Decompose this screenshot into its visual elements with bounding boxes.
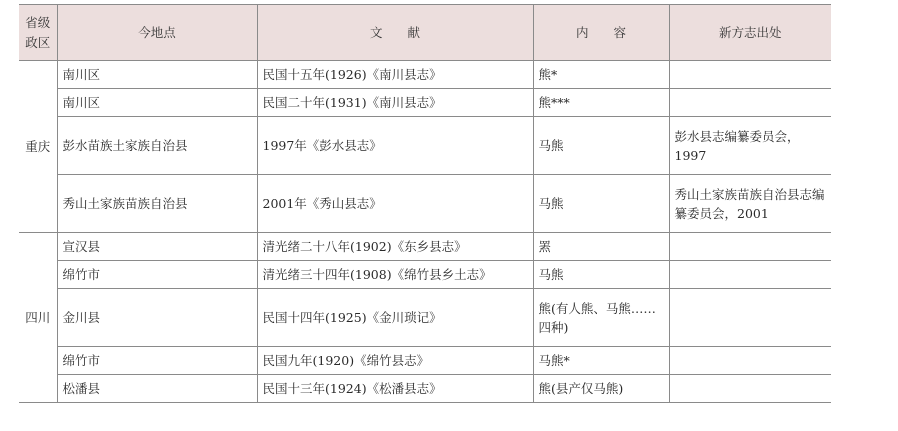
content-cell: 马熊 [533, 261, 669, 289]
place-cell: 秀山土家族苗族自治县 [57, 175, 257, 233]
content-cell: 熊(有人熊、马熊……四种) [533, 289, 669, 347]
header-place: 今地点 [57, 5, 257, 61]
table-row [19, 233, 831, 261]
document-cell: 民国九年(1920)《绵竹县志》 [257, 347, 533, 375]
content-cell: 罴 [533, 233, 669, 261]
table-row [19, 61, 831, 89]
source-cell [669, 289, 831, 347]
document-cell: 2001年《秀山县志》 [257, 175, 533, 233]
source-cell: 彭水县志编纂委员会，1997 [669, 117, 831, 175]
document-cell: 清光绪二十八年(1902)《东乡县志》 [257, 233, 533, 261]
content-cell: 马熊* [533, 347, 669, 375]
header-document: 文 献 [257, 5, 533, 61]
place-cell: 南川区 [57, 61, 257, 89]
place-cell: 彭水苗族土家族自治县 [57, 117, 257, 175]
document-cell: 民国十五年(1926)《南川县志》 [257, 61, 533, 89]
document-cell: 清光绪三十四年(1908)《绵竹县乡土志》 [257, 261, 533, 289]
content-cell: 马熊 [533, 175, 669, 233]
document-cell: 民国二十年(1931)《南川县志》 [257, 89, 533, 117]
source-cell [669, 89, 831, 117]
source-cell [669, 375, 831, 403]
table-row [19, 175, 831, 233]
place-cell: 绵竹市 [57, 261, 257, 289]
content-cell: 熊*** [533, 89, 669, 117]
content-cell: 熊(县产仅马熊) [533, 375, 669, 403]
place-cell: 绵竹市 [57, 347, 257, 375]
content-cell: 马熊 [533, 117, 669, 175]
place-cell: 宣汉县 [57, 233, 257, 261]
province-cell: 重庆 [19, 61, 57, 233]
gazetteer-table [19, 4, 831, 403]
place-cell: 南川区 [57, 89, 257, 117]
document-cell: 民国十四年(1925)《金川琐记》 [257, 289, 533, 347]
source-cell [669, 233, 831, 261]
province-cell: 四川 [19, 233, 57, 403]
header-content: 内 容 [533, 5, 669, 61]
content-cell: 熊* [533, 61, 669, 89]
source-cell [669, 261, 831, 289]
header-province: 省级 政区 [19, 5, 57, 61]
document-cell: 民国十三年(1924)《松潘县志》 [257, 375, 533, 403]
place-cell: 金川县 [57, 289, 257, 347]
table-row [19, 375, 831, 403]
table-row [19, 89, 831, 117]
document-cell: 1997年《彭水县志》 [257, 117, 533, 175]
table-row [19, 289, 831, 347]
place-cell: 松潘县 [57, 375, 257, 403]
table-header-row [19, 5, 831, 61]
source-cell [669, 61, 831, 89]
header-source: 新方志出处 [669, 5, 831, 61]
table-row [19, 261, 831, 289]
table-row [19, 347, 831, 375]
source-cell: 秀山土家族苗族自治县志编纂委员会，2001 [669, 175, 831, 233]
source-cell [669, 347, 831, 375]
table-row [19, 117, 831, 175]
